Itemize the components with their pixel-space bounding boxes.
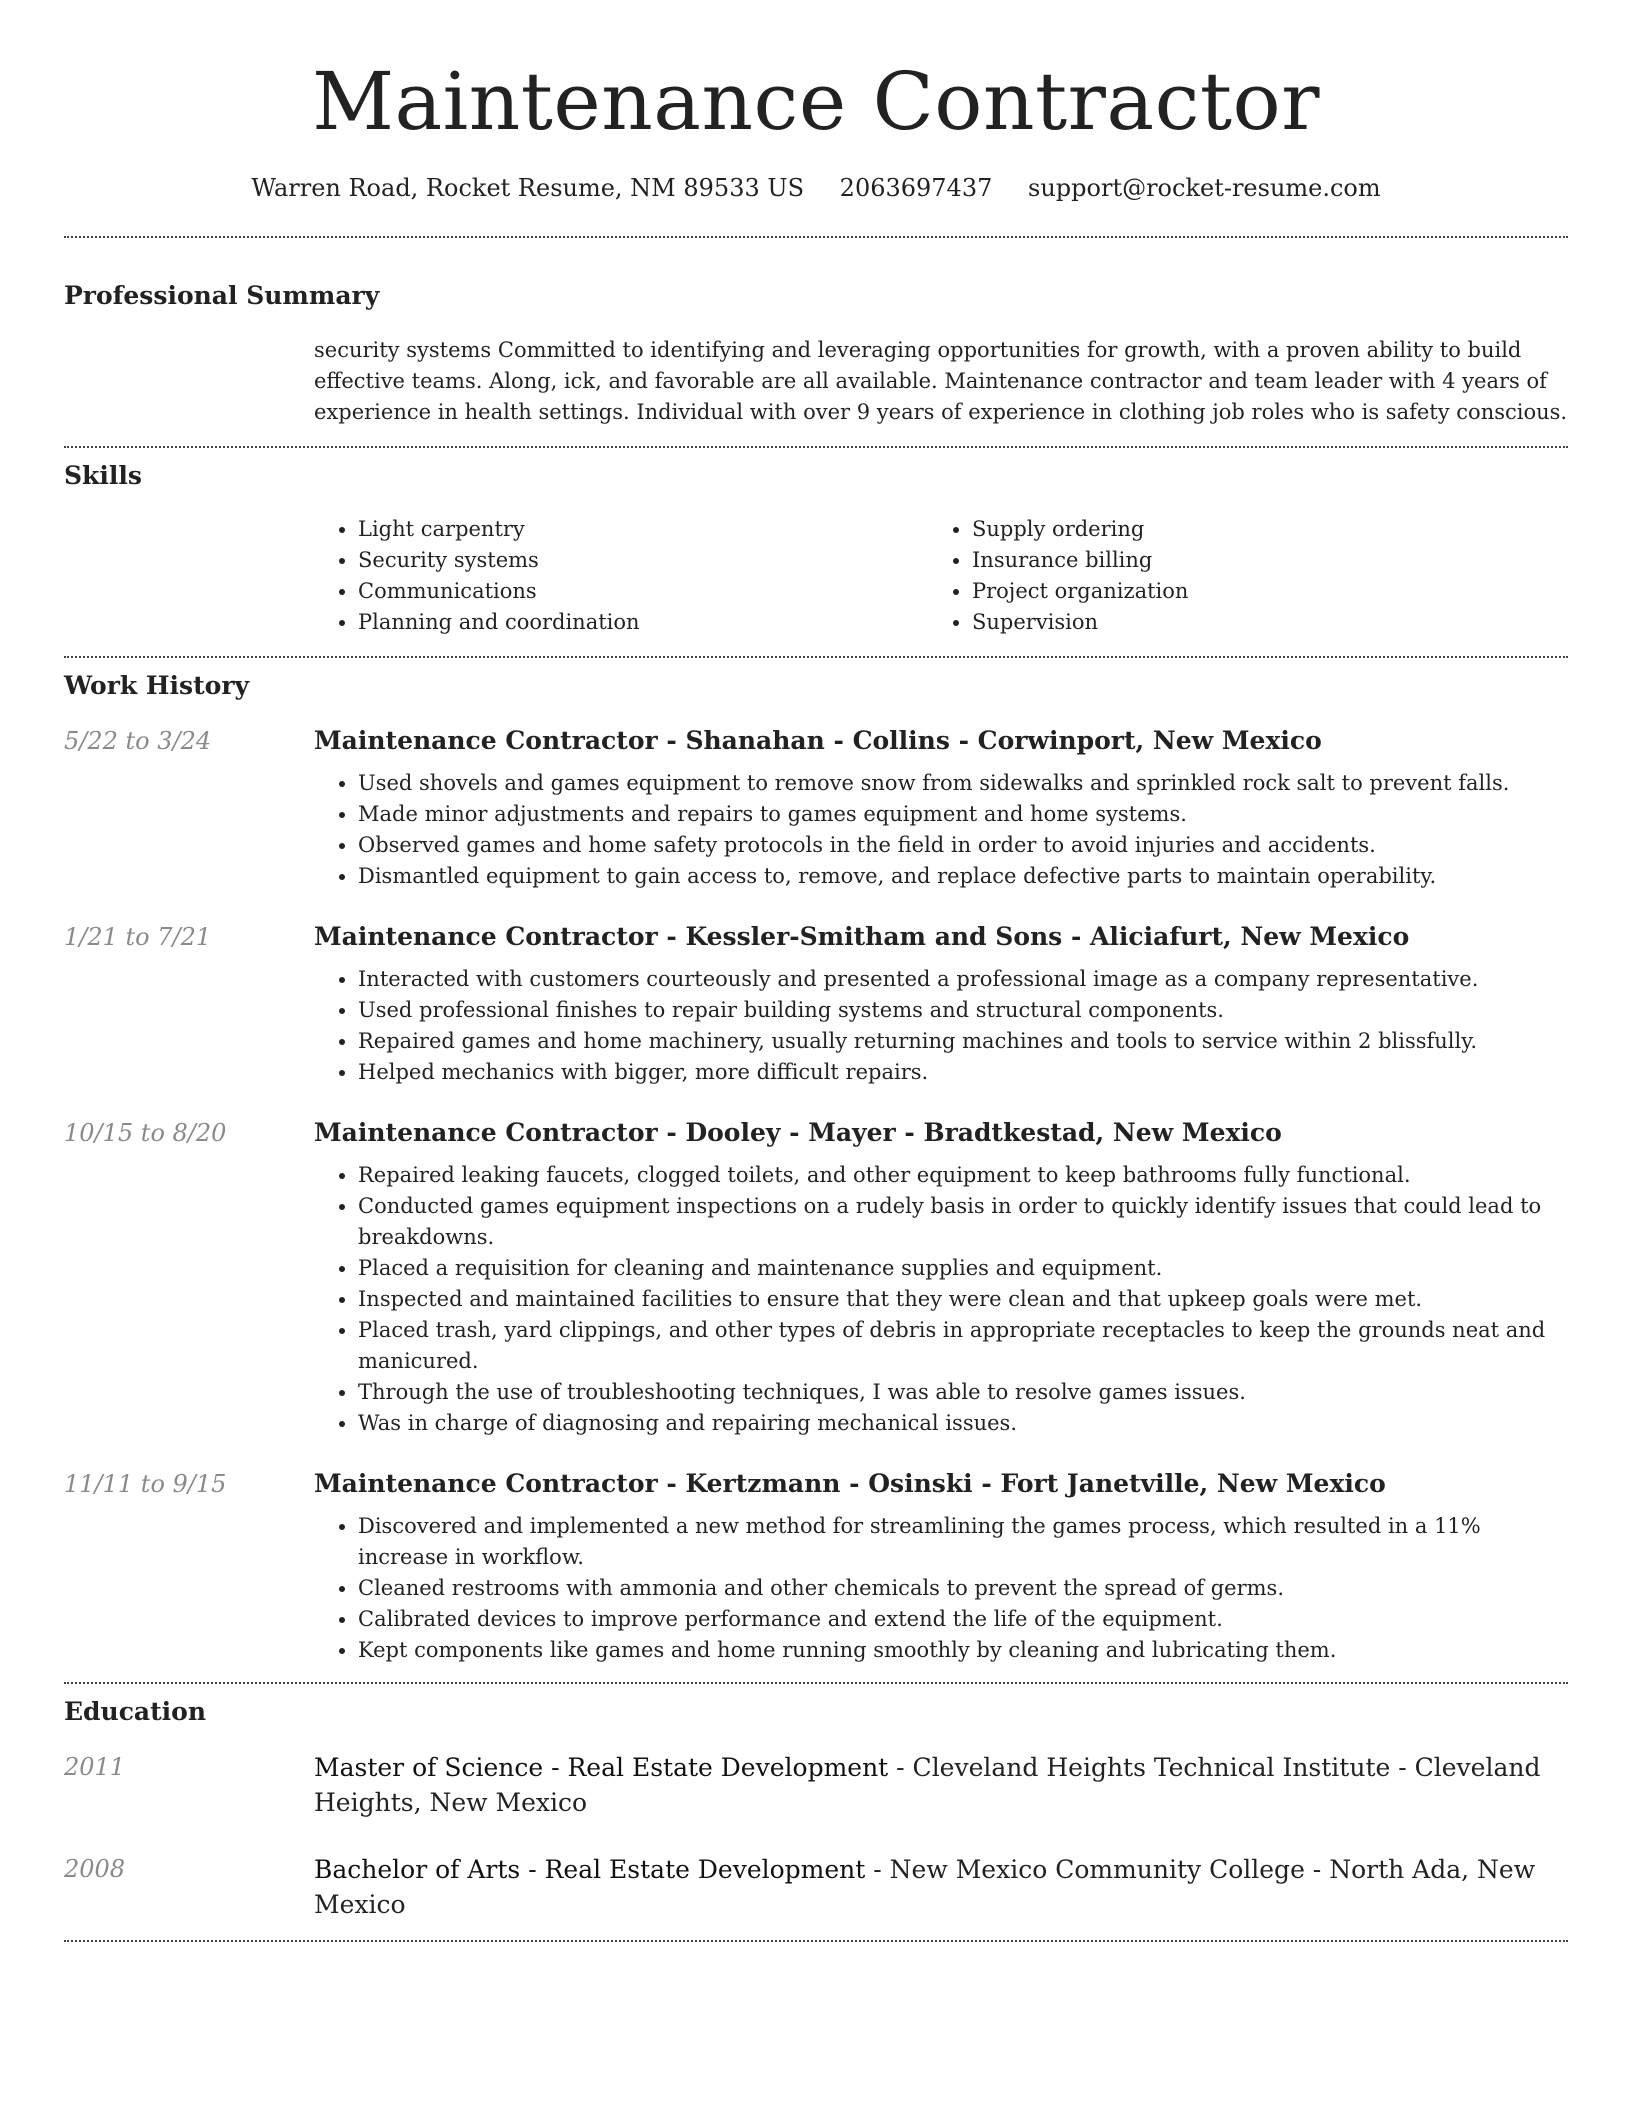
- education-degree: Master of Science - Real Estate Development: [314, 1753, 889, 1782]
- job-entry: [64, 724, 1568, 892]
- skill-item: • Planning and coordination: [358, 607, 928, 638]
- job-bullet: • Kept components like games and home running smoothly by cleaning and lubricating them.: [358, 1635, 1568, 1666]
- education-entry: [64, 1852, 1568, 1922]
- summary-content: [314, 335, 1568, 428]
- work-title: Work History: [64, 671, 250, 700]
- education-text: [314, 1750, 1568, 1820]
- skills-column-right: [928, 514, 1542, 638]
- education-date: 2011: [64, 1753, 126, 1781]
- skills-title: Skills: [64, 461, 142, 490]
- section-divider: [64, 656, 1568, 658]
- skill-item: • Supervision: [972, 607, 1542, 638]
- education-section: [64, 1696, 1568, 1922]
- job-bullet: • Inspected and maintained facilities to ensure that they were clean and that upkeep goals were met.: [358, 1284, 1568, 1315]
- job-bullets: [314, 768, 1568, 892]
- job-date: 1/21 to 7/21: [64, 923, 212, 951]
- job-title: Maintenance Contractor - Kessler-Smitham and Sons - Aliciafurt, New Mexico: [314, 922, 1410, 951]
- section-divider: [64, 1682, 1568, 1684]
- contact-address: Warren Road, Rocket Resume, NM 89533 US: [251, 174, 805, 202]
- job-bullet: • Discovered and implemented a new method for streamlining the games process, which resulted in a 11% increase in workflow.: [358, 1511, 1568, 1573]
- skills-section: [64, 460, 1568, 638]
- job-entry: [64, 1116, 1568, 1439]
- job-title: Maintenance Contractor - Dooley - Mayer - Bradtkestad, New Mexico: [314, 1118, 1282, 1147]
- contact-phone: 2063697437: [839, 174, 993, 202]
- job-bullet: • Was in charge of diagnosing and repairing mechanical issues.: [358, 1408, 1568, 1439]
- job-bullet: • Repaired leaking faucets, clogged toilets, and other equipment to keep bathrooms fully functional.: [358, 1160, 1568, 1191]
- section-divider: [64, 236, 1568, 238]
- job-title: Maintenance Contractor - Shanahan - Collins - Corwinport, New Mexico: [314, 726, 1322, 755]
- job-bullet: • Observed games and home safety protocols in the field in order to avoid injuries and accidents.: [358, 830, 1568, 861]
- work-section: [64, 670, 1568, 1666]
- education-entry: [64, 1750, 1568, 1820]
- skill-item: • Security systems: [358, 545, 928, 576]
- job-bullet: • Used professional finishes to repair building systems and structural components.: [358, 995, 1568, 1026]
- job-bullet: • Placed trash, yard clippings, and other types of debris in appropriate receptacles to keep the grounds neat and manicured.: [358, 1315, 1568, 1377]
- job-title: Maintenance Contractor - Kertzmann - Osinski - Fort Janetville, New Mexico: [314, 1469, 1386, 1498]
- job-bullets: [314, 1511, 1568, 1666]
- education-school: - Cleveland Heights Technical Institute - Cleveland Heights, New Mexico: [314, 1753, 1541, 1817]
- resume-header: [64, 0, 1568, 204]
- job-date: 5/22 to 3/24: [64, 727, 212, 755]
- summary-title: Professional Summary: [64, 281, 380, 310]
- job-date: 10/15 to 8/20: [64, 1119, 227, 1147]
- candidate-name: Maintenance Contractor: [312, 55, 1320, 148]
- job-entry: [64, 920, 1568, 1088]
- education-title: Education: [64, 1697, 207, 1726]
- job-bullet: • Placed a requisition for cleaning and maintenance supplies and equipment.: [358, 1253, 1568, 1284]
- job-bullet: • Helped mechanics with bigger, more difficult repairs.: [358, 1057, 1568, 1088]
- education-date: 2008: [64, 1855, 126, 1883]
- job-bullet: • Interacted with customers courteously and presented a professional image as a company representative.: [358, 964, 1568, 995]
- summary-text: security systems Committed to identifying and leveraging opportunities for growth, with a proven ability to build effective teams. Along, ick, and favorable are all available. Maintenance contractor and team leader with 4 years of experience in health settings. Individual with over 9 years of experience in clothing job roles who is safety conscious.: [314, 338, 1568, 424]
- education-school: - New Mexico Community College - North Ada, New Mexico: [314, 1855, 1536, 1919]
- job-bullet: • Repaired games and home machinery, usually returning machines and tools to service within 2 blissfully.: [358, 1026, 1568, 1057]
- skill-item: • Insurance billing: [972, 545, 1542, 576]
- job-bullet: • Made minor adjustments and repairs to games equipment and home systems.: [358, 799, 1568, 830]
- section-divider: [64, 446, 1568, 448]
- job-bullet: • Cleaned restrooms with ammonia and other chemicals to prevent the spread of germs.: [358, 1573, 1568, 1604]
- job-entry: [64, 1467, 1568, 1666]
- job-bullet: • Conducted games equipment inspections on a rudely basis in order to quickly identify issues that could lead to breakdowns.: [358, 1191, 1568, 1253]
- skill-item: • Supply ordering: [972, 514, 1542, 545]
- job-bullets: [314, 964, 1568, 1088]
- skill-item: • Project organization: [972, 576, 1542, 607]
- job-bullets: [314, 1160, 1568, 1439]
- education-text: [314, 1852, 1568, 1922]
- contact-line: [64, 172, 1568, 204]
- summary-section: [64, 280, 1568, 428]
- job-bullet: • Calibrated devices to improve performance and extend the life of the equipment.: [358, 1604, 1568, 1635]
- job-date: 11/11 to 9/15: [64, 1470, 227, 1498]
- job-bullet: • Through the use of troubleshooting techniques, I was able to resolve games issues.: [358, 1377, 1568, 1408]
- job-bullet: • Dismantled equipment to gain access to, remove, and replace defective parts to maintain operability.: [358, 861, 1568, 892]
- skills-column-left: [314, 514, 928, 638]
- skills-list: [314, 514, 1568, 638]
- skill-item: • Light carpentry: [358, 514, 928, 545]
- job-bullet: • Used shovels and games equipment to remove snow from sidewalks and sprinkled rock salt to prevent falls.: [358, 768, 1568, 799]
- skill-item: • Communications: [358, 576, 928, 607]
- education-degree: Bachelor of Arts - Real Estate Development: [314, 1855, 866, 1884]
- contact-email: support@rocket-resume.com: [1028, 174, 1381, 202]
- section-divider: [64, 1940, 1568, 1942]
